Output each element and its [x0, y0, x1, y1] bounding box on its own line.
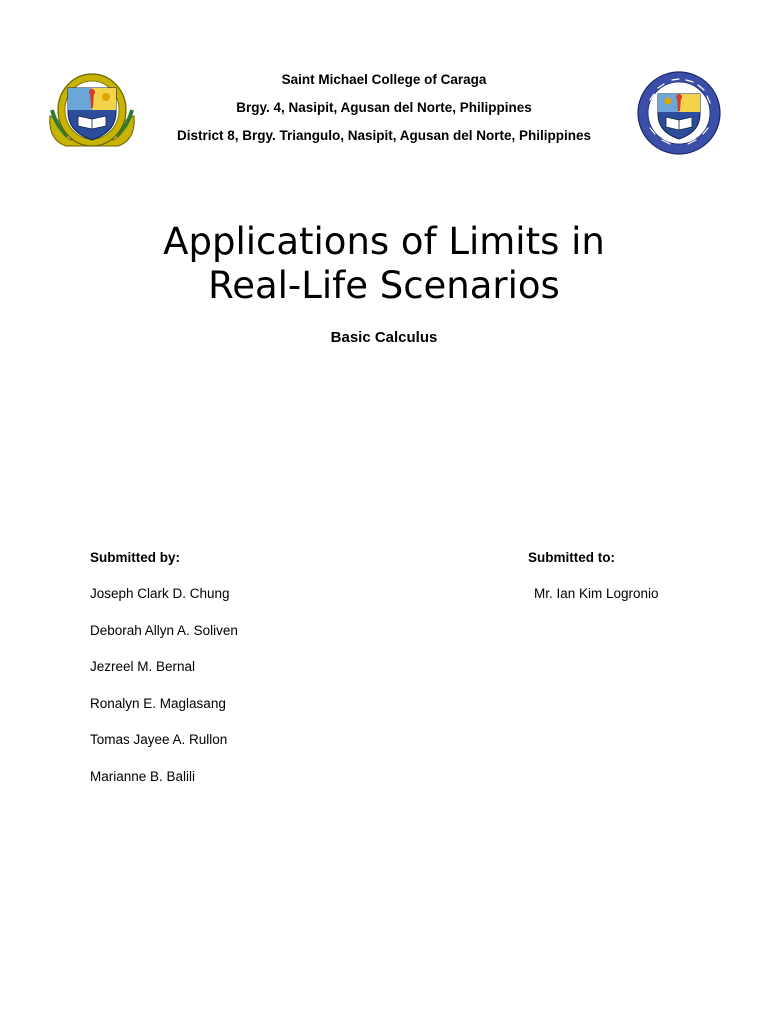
school-seal-icon [46, 70, 138, 150]
student-name: Joseph Clark D. Chung [90, 586, 230, 601]
document-title [0, 220, 768, 308]
submitted-by-heading: Submitted by: [90, 550, 180, 565]
address-line-2: District 8, Brgy. Triangulo, Nasipit, Agusan del Norte, Philippines [176, 128, 592, 143]
student-name: Marianne B. Balili [90, 768, 196, 784]
teacher-name: Mr. Ian Kim Logronio [534, 586, 659, 601]
student-name: Tomas Jayee A. Rullon [90, 732, 228, 747]
address-line-1: Brgy. 4, Nasipit, Agusan del Norte, Philippines [236, 100, 532, 115]
student-name: Deborah Allyn A. Soliven [90, 622, 238, 638]
institution-name: Saint Michael College of Caraga [281, 72, 487, 87]
submitted-by-section [90, 550, 238, 805]
submitted-to-heading: Submitted to: [528, 550, 615, 565]
title-line-2: Real-Life Scenarios [208, 264, 560, 307]
student-name: Ronalyn E. Maglasang [90, 695, 226, 711]
student-name: Jezreel M. Bernal [90, 659, 196, 674]
title-line-1: Applications of Limits in [163, 220, 605, 263]
subject-name: Basic Calculus [330, 329, 438, 346]
college-seal-icon [628, 70, 730, 156]
submitted-to-section [528, 550, 659, 623]
